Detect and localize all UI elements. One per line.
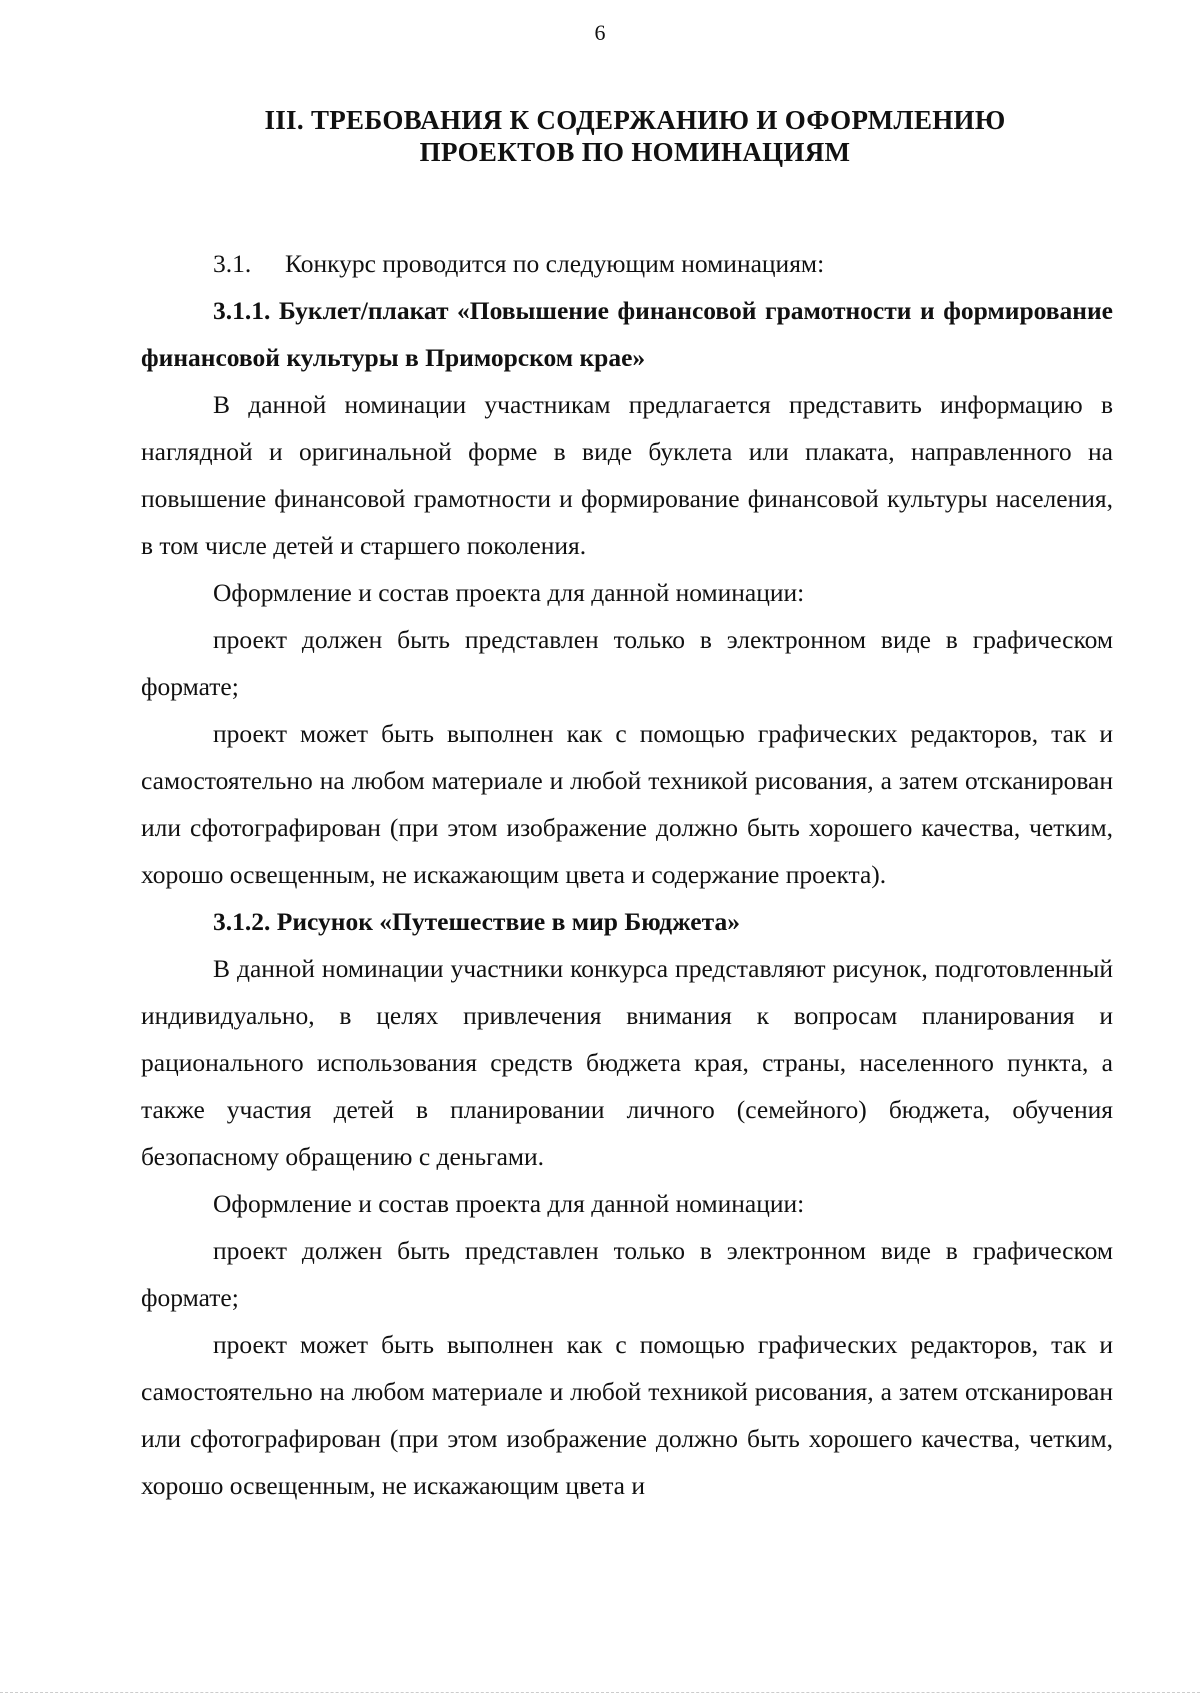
section-title-line2: ПРОЕКТОВ ПО НОМИНАЦИЯМ	[419, 137, 851, 167]
nomination2-heading: 3.1.2. Рисунок «Путешествие в мир Бюджета»	[213, 907, 740, 936]
nomination1-description: В данной номинации участникам предлагается представить информацию в наглядной и оригинальной форме в виде буклета или плаката, направленного на повышение финансовой грамотности и формирование финансовой культуры населения, в том числе детей и старшего поколения.	[141, 390, 1113, 560]
section-title-line1: III. ТРЕБОВАНИЯ К СОДЕРЖАНИЮ И ОФОРМЛЕНИЮ	[264, 105, 1006, 135]
nomination1-requirements-intro: Оформление и состав проекта для данной номинации:	[213, 578, 805, 607]
nomination2-description: В данной номинации участники конкурса представляют рисунок, подготовленный индивидуально, в целях привлечения внимания к вопросам планирования и рационального использования средств бюджета края, страны, населенного пункта, а также участия детей в планировании личного (семейного) бюджета, обучения безопасному обращению с деньгами.	[141, 954, 1113, 1171]
page-number: 6	[594, 20, 606, 45]
section-title	[0, 104, 1200, 168]
nomination2-requirements-intro: Оформление и состав проекта для данной номинации:	[213, 1189, 805, 1218]
nomination2-requirement-1: проект должен быть представлен только в электронном виде в графическом формате;	[141, 1236, 1113, 1312]
intro-paragraph	[141, 240, 1113, 287]
nomination1-requirement-1: проект должен быть представлен только в электронном виде в графическом формате;	[141, 625, 1113, 701]
intro-number: 3.1.	[213, 249, 252, 278]
scan-edge-line	[0, 1692, 1200, 1693]
nomination2-requirement-2: проект может быть выполнен как с помощью графических редакторов, так и самостоятельно на любом материале и любой техникой рисования, а затем отсканирован или сфотографирован (при этом изображение должно быть хорошего качества, четким, хорошо освещенным, не искажающим цвета и	[141, 1330, 1113, 1500]
document-body	[141, 240, 1113, 1509]
nomination1-requirement-2: проект может быть выполнен как с помощью графических редакторов, так и самостоятельно на любом материале и любой техникой рисования, а затем отсканирован или сфотографирован (при этом изображение должно быть хорошего качества, четким, хорошо освещенным, не искажающим цвета и содержание проекта).	[141, 719, 1113, 889]
nomination1-heading: 3.1.1. Буклет/плакат «Повышение финансовой грамотности и формирование финансовой культуры в Приморском крае»	[141, 296, 1113, 372]
intro-text: Конкурс проводится по следующим номинациям:	[285, 249, 825, 278]
